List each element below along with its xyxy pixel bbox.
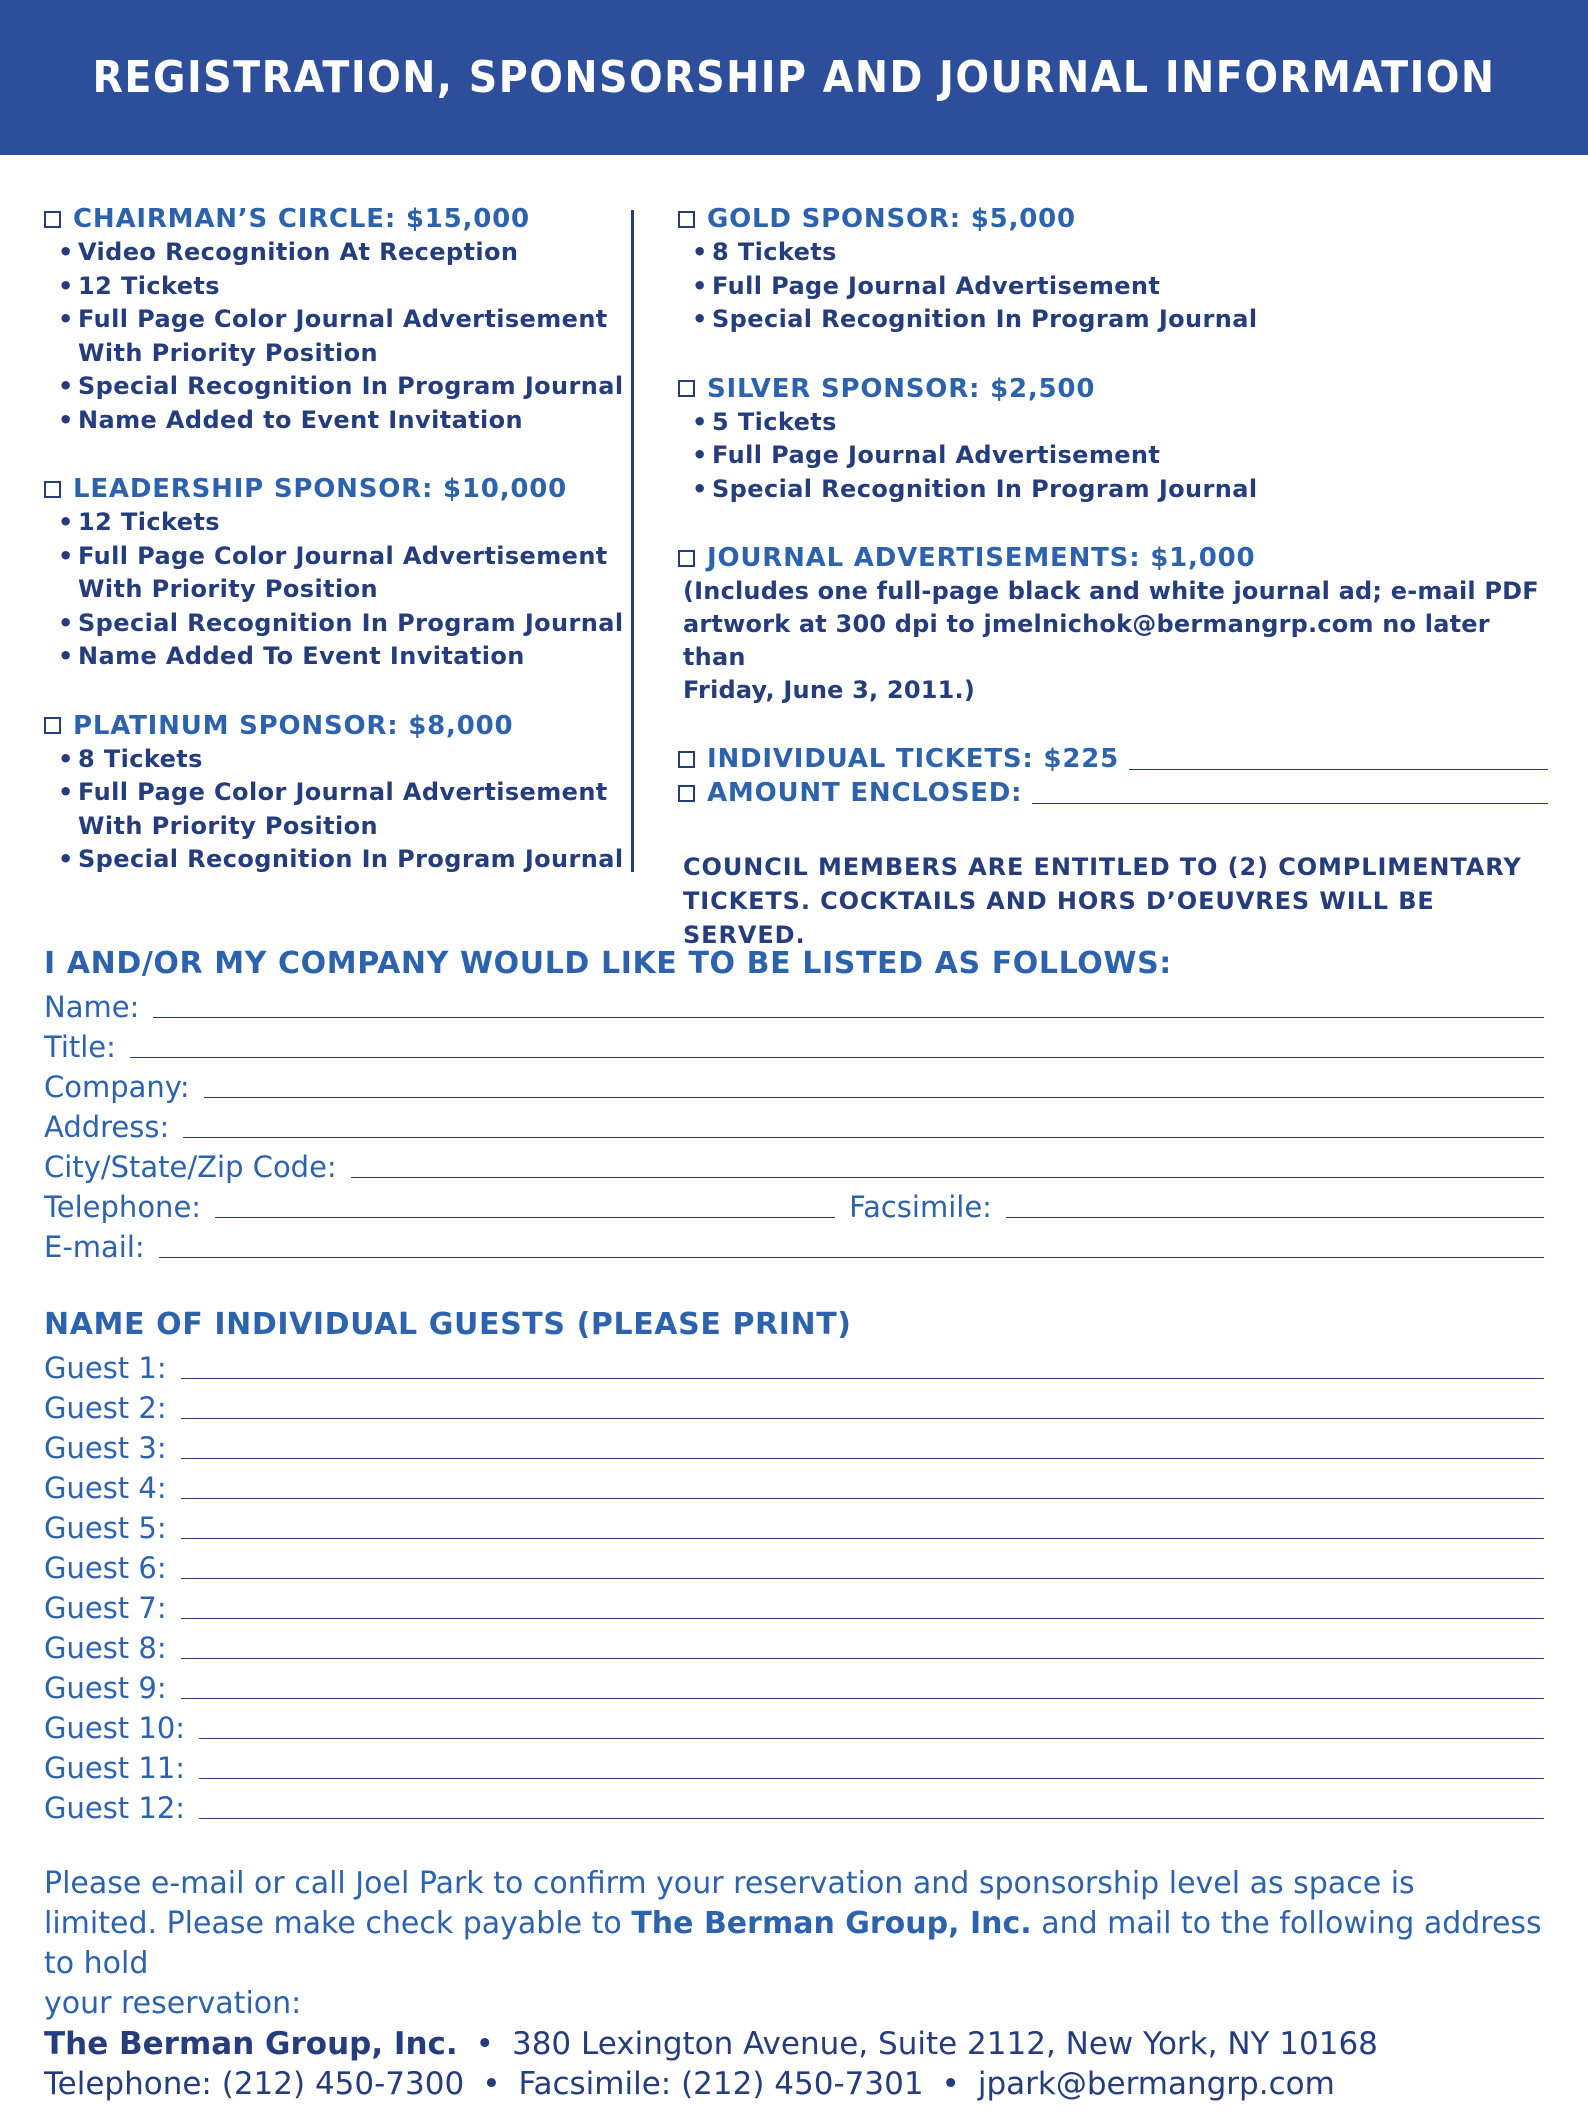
contact-line (44, 2024, 1544, 2064)
footer-instructions (44, 1864, 1544, 2024)
amount-enclosed-checkbox[interactable] (678, 785, 695, 802)
benefit-item: • 8 Tickets (58, 743, 624, 777)
guest-label: Guest 11: (44, 1751, 186, 1785)
journal-note-line: artwork at 300 dpi to jmelnichok@bermangrp.com no later than (683, 610, 1490, 671)
guest-label: Guest 6: (44, 1551, 167, 1585)
sponsorship-left-column (44, 202, 624, 912)
footer-line (44, 1904, 1544, 1984)
guest-row (44, 1785, 1544, 1825)
guest-field[interactable] (181, 1537, 1544, 1539)
title-field[interactable] (130, 1056, 1544, 1058)
council-notice (678, 850, 1548, 952)
level-title: CHAIRMAN’S CIRCLE: $15,000 (73, 204, 530, 234)
guest-field[interactable] (181, 1697, 1544, 1699)
guest-row (44, 1585, 1544, 1625)
level-title: LEADERSHIP SPONSOR: $10,000 (73, 474, 568, 504)
individual-tickets-row (678, 742, 1548, 776)
benefit-item: • Full Page Journal Advertisement (692, 270, 1548, 304)
guest-row (44, 1665, 1544, 1705)
guest-row (44, 1385, 1544, 1425)
level-title: GOLD SPONSOR: $5,000 (707, 204, 1076, 234)
name-row (44, 984, 1544, 1024)
guest-label: Guest 8: (44, 1631, 167, 1665)
silver-sponsor-checkbox[interactable] (678, 380, 695, 397)
benefit-item: • Special Recognition In Program Journal (58, 843, 624, 877)
benefit-item: • 8 Tickets (692, 236, 1548, 270)
guest-field[interactable] (181, 1617, 1544, 1619)
guest-label: Guest 9: (44, 1671, 167, 1705)
company-label: Company: (44, 1070, 190, 1104)
facsimile-field[interactable] (1006, 1216, 1544, 1218)
column-divider (631, 210, 634, 872)
contact-block (44, 2024, 1544, 2104)
journal-note-line: Friday, June 3, 2011.) (683, 676, 976, 704)
benefit-item: • Full Page Color Journal Advertisement With Priority Position (58, 540, 624, 607)
footer-company: The Berman Group, Inc. (631, 1906, 1032, 1941)
gold-sponsor-checkbox[interactable] (678, 211, 695, 228)
separator: • (482, 2066, 501, 2102)
benefit-item: • Full Page Color Journal Advertisement With Priority Position (58, 303, 624, 370)
separator: • (941, 2066, 960, 2102)
title-label: Title: (44, 1030, 116, 1064)
benefit-item: • Special Recognition In Program Journal (58, 607, 624, 641)
guest-label: Guest 4: (44, 1471, 167, 1505)
amount-enclosed-row (678, 776, 1548, 810)
benefit-item: • Name Added to Event Invitation (58, 404, 624, 438)
guest-label: Guest 10: (44, 1711, 186, 1745)
guest-label: Guest 7: (44, 1591, 167, 1625)
guest-label: Guest 1: (44, 1351, 167, 1385)
amount-enclosed-field[interactable] (1032, 783, 1548, 804)
title-row (44, 1024, 1544, 1064)
listing-title: I AND/OR MY COMPANY WOULD LIKE TO BE LISTED AS FOLLOWS: (44, 946, 1172, 981)
company-row (44, 1064, 1544, 1104)
sponsor-level-chairmans-circle (44, 202, 624, 437)
contact-line (44, 2064, 1544, 2104)
chairmans-circle-checkbox[interactable] (44, 211, 61, 228)
journal-ad-checkbox[interactable] (678, 550, 695, 567)
benefit-item: • Special Recognition In Program Journal (692, 303, 1548, 337)
guest-row (44, 1625, 1544, 1665)
guest-field[interactable] (181, 1497, 1544, 1499)
individual-tickets-label: INDIVIDUAL TICKETS: $225 (707, 744, 1119, 774)
platinum-sponsor-checkbox[interactable] (44, 717, 61, 734)
sponsor-level-leadership (44, 472, 624, 674)
guest-field[interactable] (181, 1657, 1544, 1659)
benefit-item: • 12 Tickets (58, 270, 624, 304)
telephone-label: Telephone: (44, 1190, 202, 1224)
guest-row (44, 1465, 1544, 1505)
guest-label: Guest 2: (44, 1391, 167, 1425)
city-row (44, 1144, 1544, 1184)
benefit-item: • Special Recognition In Program Journal (692, 473, 1548, 507)
address-row (44, 1104, 1544, 1144)
city-field[interactable] (351, 1176, 1544, 1178)
guests-title: NAME OF INDIVIDUAL GUESTS (PLEASE PRINT) (44, 1307, 852, 1342)
sponsor-level-gold (678, 202, 1548, 337)
level-title: SILVER SPONSOR: $2,500 (707, 373, 1096, 404)
benefit-item: • Full Page Color Journal Advertisement With Priority Position (58, 776, 624, 843)
listing-section (44, 944, 1544, 1264)
benefit-item: • Video Recognition At Reception (58, 236, 624, 270)
individual-tickets-checkbox[interactable] (678, 751, 695, 768)
guest-row (44, 1545, 1544, 1585)
journal-note (678, 575, 1548, 707)
guest-row (44, 1345, 1544, 1385)
contact-telephone: Telephone: (212) 450-7300 (44, 2066, 465, 2102)
leadership-sponsor-checkbox[interactable] (44, 481, 61, 498)
sponsorship-right-column (678, 202, 1548, 952)
footer-text-part: limited. Please make check payable to (44, 1906, 622, 1941)
guest-label: Guest 5: (44, 1511, 167, 1545)
contact-email[interactable]: jpark@bermangrp.com (977, 2066, 1335, 2102)
amount-enclosed-label: AMOUNT ENCLOSED: (707, 778, 1023, 808)
guest-label: Guest 12: (44, 1791, 186, 1825)
ticket-amount-group (678, 742, 1548, 810)
sponsor-level-platinum (44, 709, 624, 877)
guest-field[interactable] (181, 1417, 1544, 1419)
telephone-field[interactable] (215, 1216, 835, 1218)
address-label: Address: (44, 1110, 170, 1144)
address-field[interactable] (183, 1136, 1544, 1138)
email-label: E-mail: (44, 1230, 145, 1264)
facsimile-label: Facsimile: (849, 1190, 992, 1224)
guest-field[interactable] (181, 1377, 1544, 1379)
contact-facsimile: Facsimile: (212) 450-7301 (518, 2066, 924, 2102)
footer-line: Please e-mail or call Joel Park to confirm your reservation and sponsorship level as space is (44, 1866, 1415, 1901)
separator: • (475, 2026, 494, 2062)
header-banner (0, 0, 1588, 155)
guest-row (44, 1505, 1544, 1545)
email-field[interactable] (159, 1256, 1544, 1258)
benefit-item: • 5 Tickets (692, 406, 1548, 440)
city-label: City/State/Zip Code: (44, 1150, 337, 1184)
guest-field[interactable] (199, 1737, 1544, 1739)
guests-section (44, 1305, 1544, 1825)
benefit-item: • Name Added To Event Invitation (58, 640, 624, 674)
name-label: Name: (44, 990, 140, 1024)
footer-line: your reservation: (44, 1986, 302, 2021)
name-field[interactable] (153, 1016, 1544, 1018)
sponsor-level-silver (678, 372, 1548, 507)
benefit-item: • Full Page Journal Advertisement (692, 439, 1548, 473)
level-title: JOURNAL ADVERTISEMENTS: $1,000 (707, 543, 1256, 573)
journal-note-line: (Includes one full-page black and white journal ad; e-mail PDF (683, 577, 1539, 605)
guest-field[interactable] (181, 1577, 1544, 1579)
phone-fax-row (44, 1184, 1544, 1224)
email-row (44, 1224, 1544, 1264)
individual-tickets-field[interactable] (1129, 749, 1548, 770)
notice-line: TICKETS. COCKTAILS AND HORS D’OEUVRES WILL BE SERVED. (683, 887, 1435, 949)
journal-advertisements (678, 541, 1548, 707)
guest-field[interactable] (181, 1457, 1544, 1459)
level-title: PLATINUM SPONSOR: $8,000 (73, 710, 514, 741)
benefit-item: • 12 Tickets (58, 506, 624, 540)
footer-text-part: and mail to the following address to hold (44, 1906, 1542, 1981)
guest-field[interactable] (199, 1777, 1544, 1779)
guest-row (44, 1745, 1544, 1785)
contact-address: 380 Lexington Avenue, Suite 2112, New York, NY 10168 (511, 2026, 1378, 2062)
contact-company: The Berman Group, Inc. (44, 2026, 458, 2062)
guest-label: Guest 3: (44, 1431, 167, 1465)
company-field[interactable] (204, 1096, 1544, 1098)
guest-field[interactable] (199, 1817, 1544, 1819)
page-title: REGISTRATION, SPONSORSHIP AND JOURNAL INFORMATION (92, 52, 1496, 103)
guest-row (44, 1425, 1544, 1465)
notice-line: COUNCIL MEMBERS ARE ENTITLED TO (2) COMPLIMENTARY (683, 853, 1522, 881)
benefit-item: • Special Recognition In Program Journal (58, 370, 624, 404)
guest-row (44, 1705, 1544, 1745)
